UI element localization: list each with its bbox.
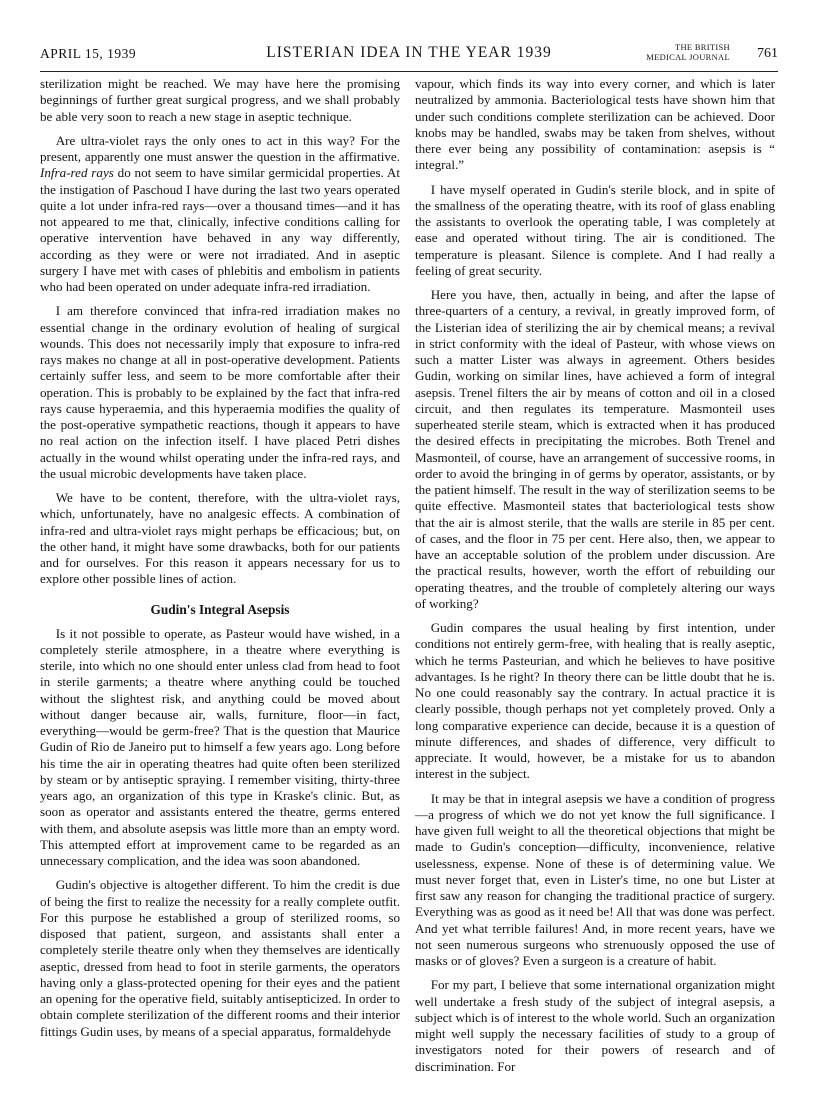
page-number: 761 xyxy=(757,46,778,61)
journal-name-line1: THE BRITISH xyxy=(674,42,730,52)
paragraph: We have to be content, therefore, with the ultra-violet rays, which, unfortunately, have no analgesic effects. A combination of infra-red and ultra-violet rays might perhaps be efficacious; but, on the other hand, it might have some drawbacks, both for our patients and for ourselves. For this reason it appears necessary for us to explore other possible lines of action. xyxy=(40,490,400,587)
paragraph xyxy=(40,133,400,296)
paragraph: I am therefore convinced that infra-red irradiation makes no essential change in the ordinary evolution of healing of surgical wounds. This does not necessarily imply that exposure to infra-red rays makes no change at all in post-operative development. Patients certainly suffer less, and seem to be more comfortable after their operation. This is probably to be explained by the fact that infra-red rays cause hyperaemia, and this hyperaemia modifies the quality of the post-operative sympathetic reactions, though it appears to have no real action on the infection itself. I have placed Petri dishes actually in the wound whilst operating under the infra-red rays, and the usual microbic developments have taken place. xyxy=(40,303,400,481)
paragraph: Gudin compares the usual healing by first intention, under conditions not entirely germ-free, with healing that is really aseptic, which he terms Pasteurian, and which he believes to have positive advantages. Is he right? In theory there can be little doubt that he is. No one could reasonably say the contrary. In actual practice it is clearly possible, though perhaps not yet completely proved. Only a long comparative experience can decide, because it is a question of minute differences, and shades of difference, very difficult to appreciate. It would, however, be a mistake for us to abandon interest in the subject. xyxy=(415,620,775,782)
emphasis-text: Infra-red rays xyxy=(40,165,114,181)
paragraph: Gudin's objective is altogether different. To him the credit is due of being the first to realize the necessity for a really complete outfit. For this purpose he established a group of sterilized rooms, so disposed that patient, surgeon, and assistants shall enter a completely sterile theatre only when they themselves are identically aseptic, dressed from head to foot in sterile garments, the operators having only a glass-protected opening for their eyes and the patient an opening for the operative field, suitably antisepticized. In order to obtain complete sterilization of the different rooms and their interior fittings Gudin uses, by means of a special apparatus, formaldehyde xyxy=(40,877,400,1039)
issue-date: APRIL 15, 1939 xyxy=(40,46,137,61)
section-heading: Gudin's Integral Asepsis xyxy=(150,601,290,617)
journal-name xyxy=(646,42,730,62)
journal-name-line2: MEDICAL JOURNAL xyxy=(646,52,730,62)
paragraph-text: Are ultra-violet rays the only ones to act in this way? For the present, apparently one must answer the question in the affirmative. xyxy=(40,132,400,164)
paragraph: It may be that in integral asepsis we have a condition of progress—a progress of which we do not yet know the full significance. I have given full weight to all the theoretical objections that might be made to Gudin's conception—difficulty, inconvenience, relative uselessness, expense. None of these is of determining value. We must never forget that, even in Lister's time, no one but Lister at first saw any reason for changing the traditional practice of surgery. Everything was as good as it need be! All that was done was perfect. And yet what terrible failures! And, in more recent years, have we not seen numerous surgeons who strenuously opposed the use of masks or of gloves? Even a surgeon is a creature of habit. xyxy=(415,790,775,968)
paragraph: Is it not possible to operate, as Pasteur would have wished, in a completely sterile atmosphere, in a theatre where everything is sterile, into which no one should enter unless clad from head to foot in sterile garments; a theatre where anything could be touched without the slightest risk, and anything could be moved about without danger because air, walls, furniture, floor—in fact, everything—would be germ-free? That is the question that Maurice Gudin of Rio de Janeiro put to himself a few years ago. Long before his time the air in operating theatres had quite often been sterilized by steam or by antiseptic spraying. I remember visiting, thirty-three years ago, an organization of this type in Kraske's clinic. But, as soon as operator and assistants entered the theatre, germs entered with them, and absolute asepsis was little more than an empty word. This attempted effort at improvement came to be regarded as an unnecessary complication, and the idea was soon abandoned. xyxy=(40,625,400,868)
running-title: LISTERIAN IDEA IN THE YEAR 1939 xyxy=(266,44,552,61)
paragraph: For my part, I believe that some international organization might well undertake a fresh study of the subject of integral asepsis, a subject which is of interest to the whole world. Such an organization might well supply the necessary facilities of study to a group of investigators noted for their powers of research and of discrimination. For xyxy=(415,977,775,1074)
paragraph: sterilization might be reached. We may have here the promising beginnings of further great surgical progress, and we shall probably be able very soon to reach a new stage in aseptic technique. xyxy=(40,76,400,124)
right-column xyxy=(415,76,775,1075)
paragraph: Here you have, then, actually in being, and after the lapse of three-quarters of a century, a revival, in greatly improved form, of the Listerian idea of sterilizing the air by chemical means; a revival in strict conformity with the ideal of Pasteur, with whose views on such a matter Lister was always in agreement. Others besides Gudin, working on similar lines, have achieved a form of integral asepsis. Trenel filters the air by means of cotton and oil in a closed circuit, and then regulates its temperature. Masmonteil uses superheated sterile steam, which is extracted when it has produced the desired effects in precipitating the microbes. Both Trenel and Masmonteil, of course, have an arrangement of successive rooms, in order to avoid the bringing in of germs by operator, assistants, or by the patient himself. The result in the way of sterilization seems to be quite effective. Masmonteil states that bacteriological tests show that the air is almost sterile, that the walls are sterile in 85 per cent. of cases, and the floor in 75 per cent. Here also, then, we appear to have an acceptable solution of the problem under discussion. Are the practical results, however, worth the effort of rebuilding our operating theatres, and the trouble of completely altering our ways of working? xyxy=(415,287,775,611)
left-column xyxy=(40,76,400,1040)
header-rule xyxy=(40,71,778,72)
paragraph: vapour, which finds its way into every corner, and which is later neutralized by ammonia. Bacteriological tests have shown him that under such conditions complete sterilization can be achieved. Door knobs may be handled, swabs may be taken from shelves, without there ever being any possibility of contamination: asepsis is “ integral.” xyxy=(415,76,775,173)
paragraph: I have myself operated in Gudin's sterile block, and in spite of the smallness of the operating theatre, with its roof of glass enabling the assistants to overlook the operating table, I was completely at ease and operated without tiring. The air is conditioned. The temperature is pleasant. Silence is complete. And I had really a feeling of great security. xyxy=(415,181,775,278)
paragraph-text: do not seem to have similar germicidal properties. At the instigation of Paschoud I have during the last two years operated quite a lot under infra-red rays—over a thousand times—and it has not appeared to me that, clinically, infective conditions calling for operative intervention have behaved in any way differently, according as they were or were not irradiated. And in aseptic surgery I have met with cases of phlebitis and embolism in patients who had been operated on under adequate infra-red irradiation. xyxy=(40,165,400,294)
running-header xyxy=(40,38,778,70)
